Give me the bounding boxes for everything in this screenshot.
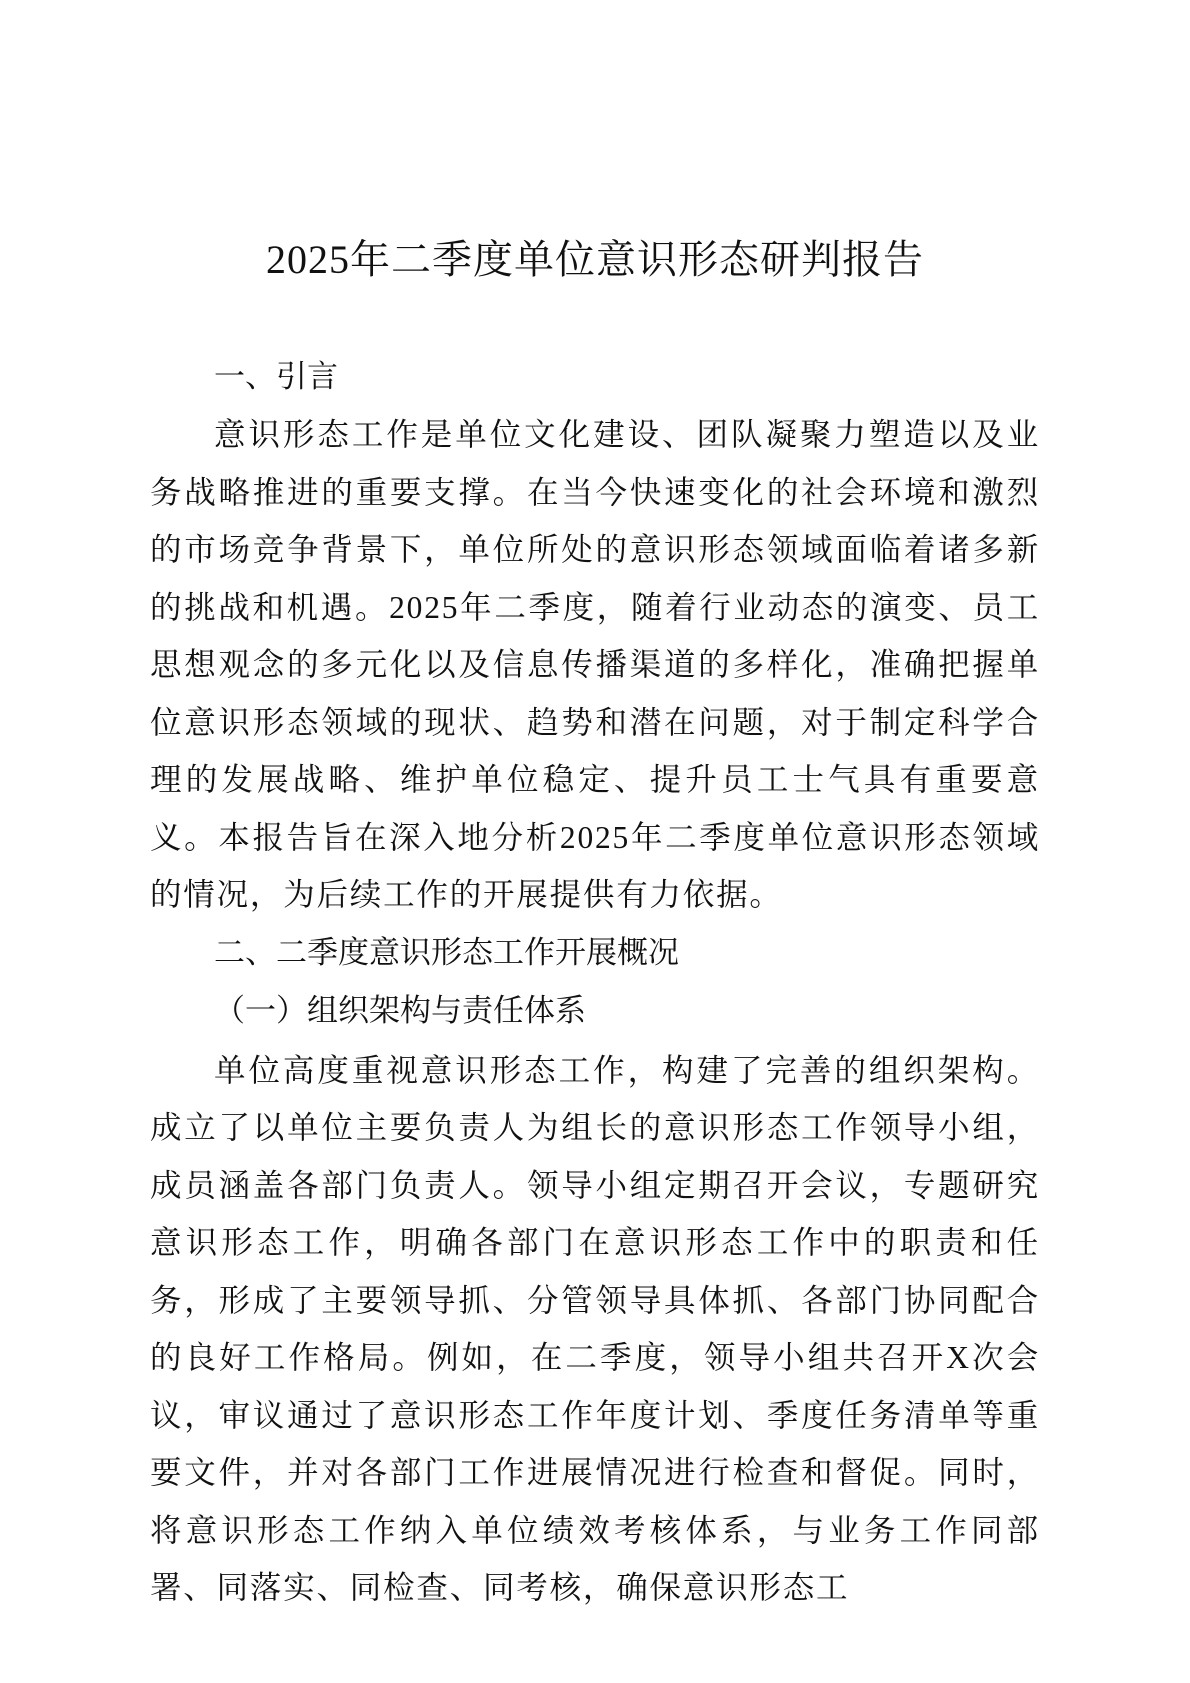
section-heading-intro: 一、引言	[214, 359, 338, 395]
document-body	[150, 348, 1040, 1617]
organization-paragraph: 单位高度重视意识形态工作，构建了完善的组织架构。成立了以单位主要负责人为组长的意识形态工作领导小组，成员涵盖各部门负责人。领导小组定期召开会议，专题研究意识形态工作，明确各部门在意识形态工作中的职责和任务，形成了主要领导抓、分管领导具体抓、各部门协同配合的良好工作格局。例如，在二季度，领导小组共召开X次会议，审议通过了意识形态工作年度计划、季度任务清单等重要文件，并对各部门工作进展情况进行检查和督促。同时，将意识形态工作纳入单位绩效考核体系，与业务工作同部署、同落实、同检查、同考核，确保意识形态工	[150, 1052, 1040, 1605]
subsection-heading-organization: （一）组织架构与责任体系	[214, 992, 586, 1028]
document-title: 2025年二季度单位意识形态研判报告	[266, 237, 924, 282]
section-heading-overview: 二、二季度意识形态工作开展概况	[214, 934, 679, 971]
intro-paragraph: 意识形态工作是单位文化建设、团队凝聚力塑造以及业务战略推进的重要支撑。在当今快速变化的社会环境和激烈的市场竞争背景下，单位所处的意识形态领域面临着诸多新的挑战和机遇。2025年二季度，随着行业动态的演变、员工思想观念的多元化以及信息传播渠道的多样化，准确把握单位意识形态领域的现状、趋势和潜在问题，对于制定科学合理的发展战略、维护单位稳定、提升员工士气具有重要意义。本报告旨在深入地分析2025年二季度单位意识形态领域的情况，为后续工作的开展提供有力依据。	[150, 417, 1040, 912]
